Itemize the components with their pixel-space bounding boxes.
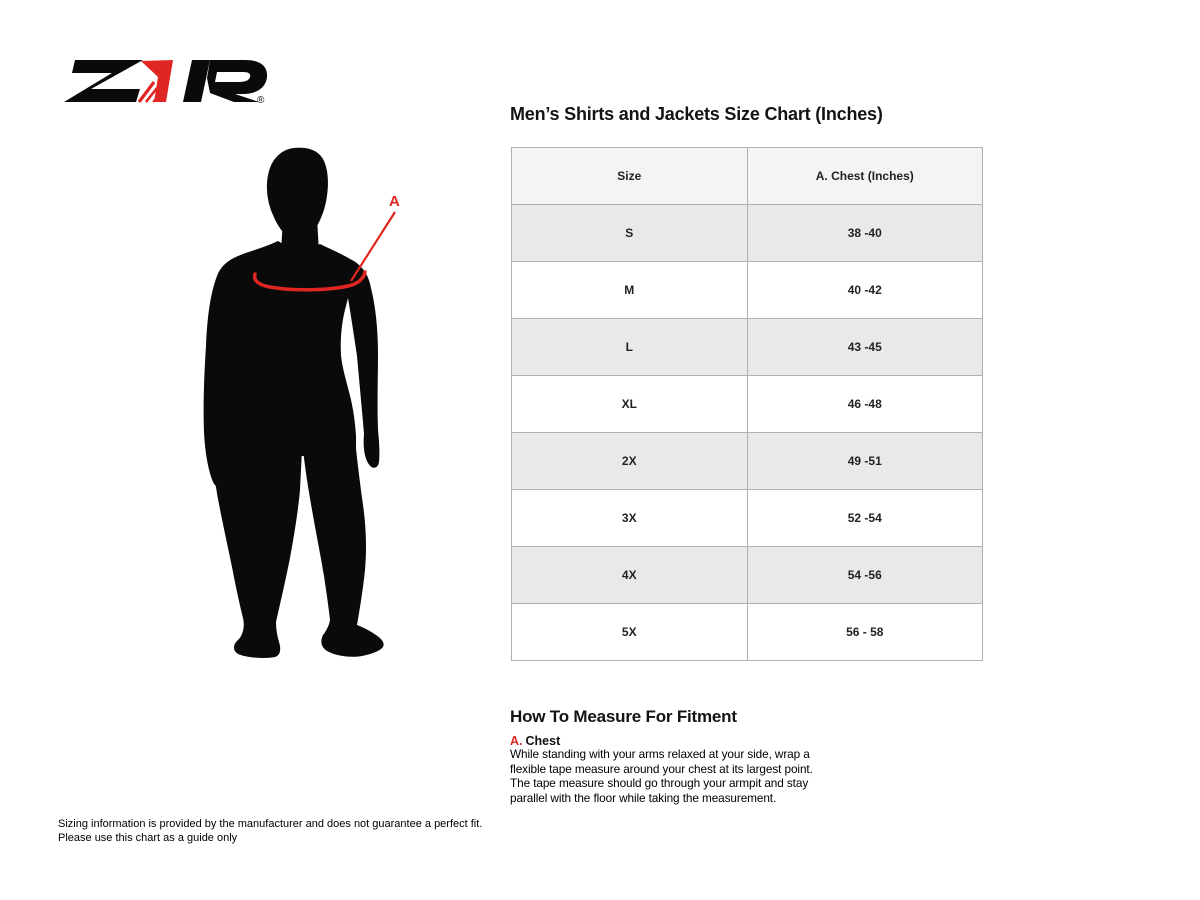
column-header: A. Chest (Inches) xyxy=(747,148,983,205)
table-cell: 38 -40 xyxy=(747,205,983,262)
table-cell: 5X xyxy=(512,604,748,661)
measurement-pointer-line xyxy=(351,212,395,281)
logo-letter-one xyxy=(141,60,173,102)
table-cell: 3X xyxy=(512,490,748,547)
table-row xyxy=(512,376,983,433)
logo-speed-slash xyxy=(139,82,154,102)
table-cell: 43 -45 xyxy=(747,319,983,376)
brand-name xyxy=(64,104,65,105)
table-cell: 56 - 58 xyxy=(747,604,983,661)
page-title: Men’s Shirts and Jackets Size Chart (Inches) xyxy=(510,104,883,124)
table-row xyxy=(512,319,983,376)
table-cell: 52 -54 xyxy=(747,490,983,547)
header-row xyxy=(512,148,983,205)
measure-key xyxy=(510,734,560,748)
table-cell: M xyxy=(512,262,748,319)
measure-key-name: Chest xyxy=(525,734,561,748)
silhouette-left-leg xyxy=(213,425,302,658)
disclaimer xyxy=(58,818,482,845)
measurement-label-a: A xyxy=(389,193,400,210)
table-cell: 49 -51 xyxy=(747,433,983,490)
table-row xyxy=(512,547,983,604)
column-header: Size xyxy=(512,148,748,205)
table-cell: XL xyxy=(512,376,748,433)
size-table xyxy=(511,147,983,661)
table-row xyxy=(512,433,983,490)
logo-letter-r-stem xyxy=(183,60,210,102)
table-row xyxy=(512,205,983,262)
size-table-header xyxy=(512,148,983,205)
measure-heading: How To Measure For Fitment xyxy=(510,707,737,726)
logo-letter-z xyxy=(64,60,143,102)
table-cell: 54 -56 xyxy=(747,547,983,604)
table-cell: 2X xyxy=(512,433,748,490)
table-cell: 4X xyxy=(512,547,748,604)
size-table-body xyxy=(512,205,983,661)
table-row xyxy=(512,262,983,319)
table-row xyxy=(512,604,983,661)
table-row xyxy=(512,490,983,547)
measure-key-letter: A. xyxy=(510,734,523,748)
table-cell: 46 -48 xyxy=(747,376,983,433)
table-cell: L xyxy=(512,319,748,376)
z1r-logo xyxy=(64,58,268,104)
disclaimer-line-1: Sizing information is provided by the manufacturer and does not guarantee a perfect fit. xyxy=(58,818,483,830)
z1r-logo-graphic xyxy=(64,58,268,104)
table-cell: S xyxy=(512,205,748,262)
measure-description: While standing with your arms relaxed at your side, wrap a flexible tape measure around your chest at its largest point. The tape measure should go through your armpit and stay parallel with the floor while taking the measurement. xyxy=(510,747,813,806)
registered-trademark-icon: ® xyxy=(257,95,265,104)
table-cell: 40 -42 xyxy=(747,262,983,319)
disclaimer-line-2: Please use this chart as a guide only xyxy=(58,831,238,844)
male-silhouette-figure xyxy=(180,140,460,680)
